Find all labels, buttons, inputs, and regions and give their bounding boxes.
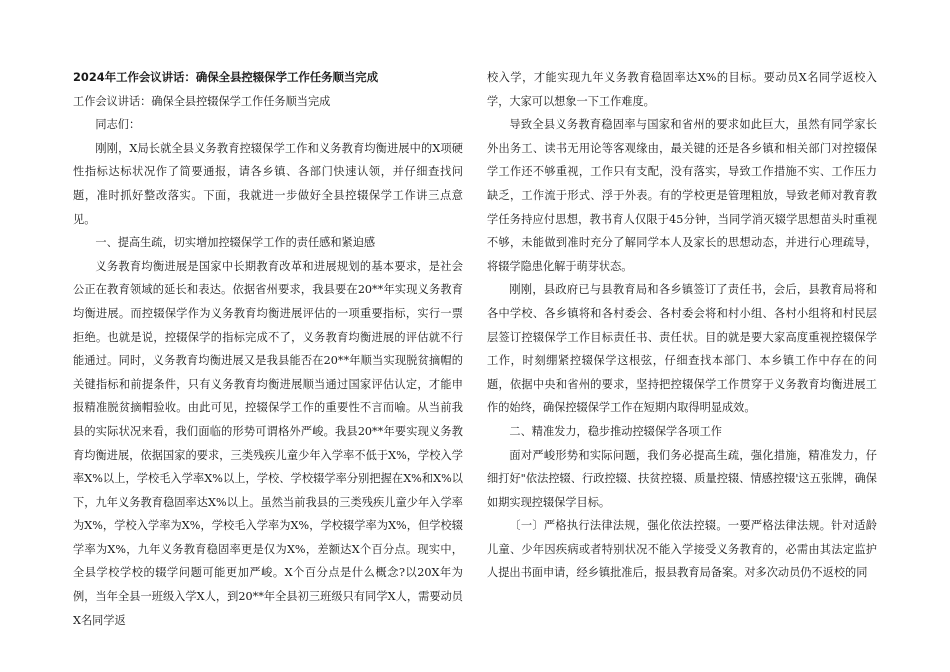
left-column <box>73 66 463 632</box>
paragraph-importance-continued: 校入学，才能实现九年义务教育稳固率达X%的目标。要动员X名同学返校入学，大家可以想象一下工作难度。 <box>487 71 877 108</box>
document-subtitle: 工作会议讲话：确保全县控辍保学工作任务顺当完成 <box>73 94 331 108</box>
paragraph-causes: 导致全县义务教育稳固率与国家和省州的要求如此巨大，虽然有同学家长外出务工、读书无用论等客观缘由，最关键的还是各乡镇和相关部门对控辍保学工作还不够重视，工作只有支配，没有落实，导致工作措施不实、工作压力缺乏，工作流于形式、浮于外表。有的学校更是管理粗放，导致老师对教育教学任务持应付思想，教书育人仅限于45分钟，当同学消灭辍学思想苗头时重视不够，未能做到准时充分了解同学本人及家长的思想动态，并进行心理疏导，将辍学隐患化解于萌芽状态。 <box>487 118 877 273</box>
section-heading-2: 二、精准发力，稳步推动控辍保学各项工作 <box>509 424 722 438</box>
salutation: 同志们： <box>95 118 141 132</box>
paragraph-intro: 刚刚，X局长就全县义务教育控辍保学工作和义务教育均衡进展中的X项硬性指标达标状况作了简要通报，请各乡镇、各部门快速认领，并仔细查找问题，准时抓好整改落实。下面，我就进一步做好全县控辍保学工作讲三点意见。 <box>73 141 463 226</box>
paragraph-importance: 义务教育均衡进展是国家中长期教育改革和进展规划的基本要求，是社会公正在教育领域的延长和表达。依据省州要求，我县要在20**年实现义务教育均衡进展。而控辍保学作为义务教育均衡进展评估的一项重要指标，实行一票拒绝。也就是说，控辍保学的指标完成不了，义务教育均衡进展的评估就不行能通过。同时，义务教育均衡进展又是我县能否在20**年顺当实现脱贫摘帽的关键指标和前提条件，只有义务教育均衡进展顺当通过国家评估认定，才能申报精准脱贫摘帽验收。由此可见，控辍保学工作的重要性不言而喻。从当前我县的实际状况来看，我们面临的形势可谓格外严峻。我县20**年要实现义务教育均衡进展，依据国家的要求，三类残疾儿童少年入学率不低于X%，学校入学率X%以上，学校毛入学率X%以上，学校、学校辍学率分别把握在X%和X%以下，九年义务教育稳固率达X%以上。虽然当前我县的三类残疾儿童少年入学率为X%，学校入学率为X%，学校毛入学率为X%，学校辍学率为X%，但学校辍学率为X%，九年义务教育稳固率更是仅为X%，差额达X个百分点。现实中，全县学校学校的辍学问题可能更加严峻。X个百分点是什么概念?以20X年为例，当年全县一班级入学X人，到20**年全县初三班级只有同学X人，需要动员X名同学返 <box>73 259 463 627</box>
right-column <box>487 66 877 585</box>
section-heading-1: 一、提高生疏，切实增加控辍保学工作的责任感和紧迫感 <box>95 236 376 250</box>
paragraph-legal-control: 〔一〕严格执行法律法规，强化依法控辍。一要严格法律法规。针对适龄儿童、少年因疾病或者特别状况不能入学接受义务教育的，必需由其法定监护人提出书面申请，经乡镇批准后，报县教育局备案。对多次动员仍不返校的同 <box>487 519 877 580</box>
paragraph-responsibility: 刚刚，县政府已与县教育局和各乡镇签订了责任书，会后，县教育局将和各中学校、各乡镇将和各村委会、各村委会将和村小组、各村小组将和村民层层签订控辍保学工作目标责任书、责任状。目的就是要大家高度重视控辍保学工作，时刻绷紧控辍保学这根弦，仔细查找本部门、本乡镇工作中存在的问题，依据中央和省州的要求，坚持把控辍保学工作贯穿于义务教育均衡进展工作的始终，确保控辍保学工作在短期内取得明显成效。 <box>487 283 877 415</box>
paragraph-measures: 面对严峻形势和实际问题，我们务必提高生疏，强化措施，精准发力，仔细打好"依法控辍、行政控辍、扶贫控辍、质量控辍、情感控辍'这五张牌，确保如期实现控辍保学目标。 <box>487 448 877 509</box>
document-title: 2024年工作会议讲话：确保全县控辍保学工作任务顺当完成 <box>73 70 379 84</box>
